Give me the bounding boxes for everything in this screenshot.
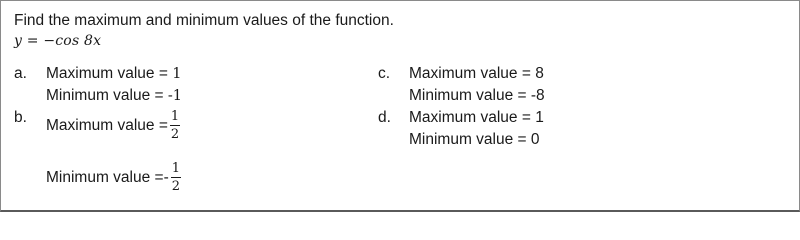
option-d-minimum[interactable]: Minimum value = 0 — [409, 131, 540, 148]
option-d-maximum[interactable]: Maximum value = 1 — [409, 109, 544, 126]
option-c-minimum[interactable]: Minimum value = -8 — [409, 87, 545, 104]
question-text: Find the maximum and minimum values of the function. — [14, 12, 394, 29]
option-c-letter[interactable]: c. — [378, 65, 391, 82]
option-b-max-label: Maximum value = — [46, 116, 168, 134]
option-c-maximum[interactable]: Maximum value = 8 — [409, 65, 544, 82]
option-b-max-fraction — [170, 109, 180, 142]
option-a-max-value: 1 — [172, 66, 182, 82]
option-b-min-fraction — [171, 161, 181, 194]
option-b-max-denominator: 2 — [170, 127, 180, 142]
option-b-min-label: Minimum value = — [46, 168, 164, 186]
option-d-letter[interactable]: d. — [378, 109, 391, 126]
option-b-min-denominator: 2 — [171, 179, 181, 194]
option-a-maximum[interactable] — [46, 65, 181, 83]
option-b-max-numerator: 1 — [170, 109, 180, 124]
option-b-minimum[interactable] — [46, 161, 181, 194]
option-b-min-sign: - — [163, 168, 169, 186]
option-b-min-numerator: 1 — [171, 161, 181, 176]
option-a-min-value: -1 — [167, 88, 183, 104]
option-a-max-label: Maximum value = — [46, 65, 173, 82]
option-b-letter[interactable]: b. — [14, 109, 27, 126]
option-a-letter[interactable]: a. — [14, 65, 27, 82]
option-a-min-label: Minimum value = — [46, 87, 168, 104]
function-expression: y = −cos 8x — [14, 33, 102, 49]
option-b-maximum[interactable] — [46, 109, 180, 142]
option-a-minimum[interactable] — [46, 87, 182, 105]
